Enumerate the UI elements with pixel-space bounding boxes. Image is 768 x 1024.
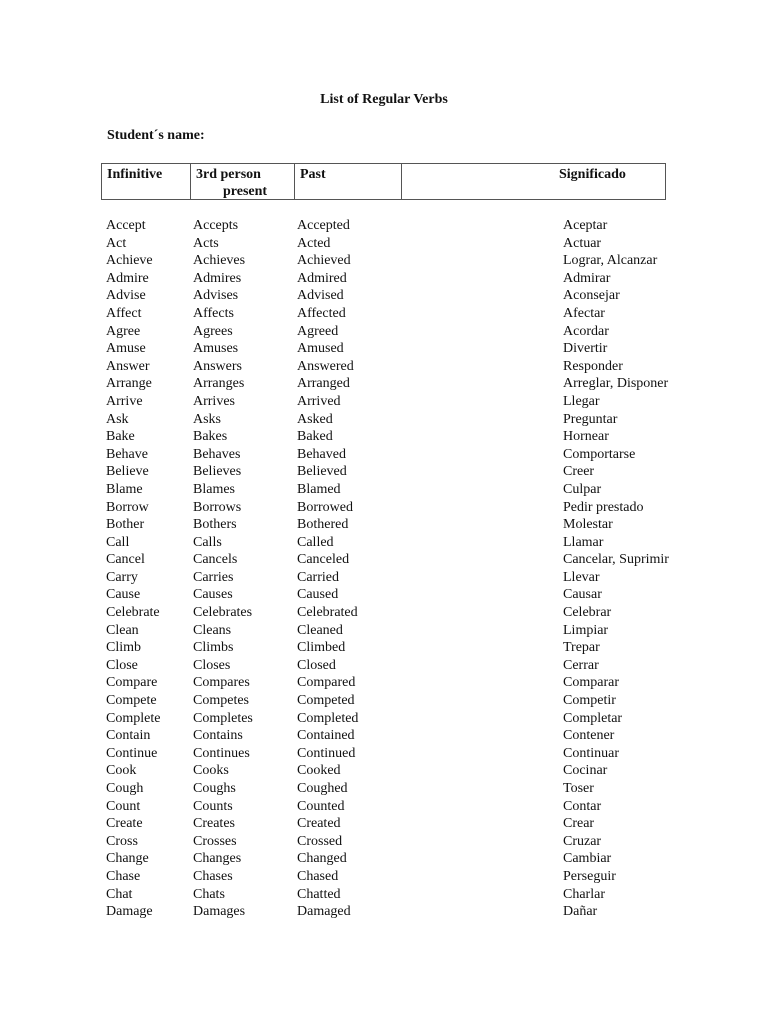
verb-third-person: Causes — [193, 587, 233, 603]
verb-third-person: Completes — [193, 710, 253, 726]
document-title: List of Regular Verbs — [320, 92, 448, 107]
verb-row — [106, 710, 686, 728]
verb-significado: Causar — [563, 587, 602, 603]
verb-infinitive: Answer — [106, 358, 150, 374]
verb-row — [106, 586, 686, 604]
verb-row — [106, 235, 686, 253]
verb-past: Contained — [297, 728, 355, 744]
verb-significado: Cambiar — [563, 851, 612, 867]
verb-past: Crossed — [297, 833, 343, 849]
verb-third-person: Competes — [193, 693, 249, 709]
verb-row — [106, 674, 686, 692]
verb-third-person: Contains — [193, 728, 243, 744]
verb-third-person: Borrows — [193, 499, 242, 515]
verb-significado: Divertir — [563, 341, 608, 357]
verb-significado: Cocinar — [563, 763, 608, 779]
verb-infinitive: Cause — [106, 587, 141, 603]
verb-row — [106, 622, 686, 640]
verb-past: Completed — [297, 710, 359, 726]
verb-third-person: Cleans — [193, 622, 232, 638]
verb-significado: Toser — [563, 781, 594, 796]
verb-significado: Contener — [563, 728, 615, 744]
verb-third-person: Agrees — [193, 323, 233, 339]
verb-significado: Llegar — [563, 393, 600, 409]
verb-infinitive: Contain — [106, 728, 151, 744]
verb-infinitive: Borrow — [106, 499, 149, 515]
verb-significado: Aceptar — [563, 218, 608, 233]
verb-row — [106, 886, 686, 904]
header-significado: Significado — [401, 164, 665, 199]
verb-row — [106, 745, 686, 763]
verb-significado: Trepar — [563, 640, 600, 656]
verb-past: Acted — [297, 235, 331, 251]
verb-third-person: Affects — [193, 305, 234, 321]
verb-past: Arranged — [297, 376, 350, 392]
verb-row — [106, 411, 686, 429]
verb-past: Celebrated — [297, 605, 358, 621]
verb-infinitive: Call — [106, 534, 130, 550]
verb-third-person: Arrives — [193, 393, 235, 409]
verb-past: Competed — [297, 693, 355, 709]
verb-past: Compared — [297, 675, 356, 691]
verb-infinitive: Cross — [106, 833, 138, 849]
verb-infinitive: Complete — [106, 710, 161, 726]
verb-past: Borrowed — [297, 499, 353, 515]
verb-significado: Aconsejar — [563, 288, 620, 304]
verb-significado: Pedir prestado — [563, 499, 644, 515]
verb-significado: Cancelar, Suprimir — [563, 552, 669, 568]
verb-row — [106, 463, 686, 481]
verb-row — [106, 657, 686, 675]
verb-infinitive: Bother — [106, 517, 145, 533]
verb-row — [106, 868, 686, 886]
verb-past: Created — [297, 816, 341, 832]
verb-row — [106, 639, 686, 657]
verb-row — [106, 604, 686, 622]
verb-third-person: Achieves — [193, 253, 246, 269]
verb-infinitive: Carry — [106, 569, 138, 585]
verb-row — [106, 446, 686, 464]
verb-third-person: Counts — [193, 798, 233, 814]
verb-list — [106, 217, 686, 921]
verb-third-person: Creates — [193, 816, 235, 832]
verb-significado: Responder — [563, 358, 623, 374]
student-name-label: Student´s name: — [107, 128, 205, 143]
verb-third-person: Damages — [193, 904, 246, 920]
verb-third-person: Closes — [193, 657, 231, 673]
header-third-person-line1: 3rd person — [196, 167, 261, 182]
verb-third-person: Acts — [193, 235, 219, 251]
verb-past: Counted — [297, 798, 345, 814]
verb-row — [106, 499, 686, 517]
verb-past: Changed — [297, 851, 347, 867]
verb-infinitive: Cook — [106, 763, 137, 779]
verb-significado: Hornear — [563, 429, 609, 445]
verb-infinitive: Chat — [106, 886, 133, 902]
verb-row — [106, 780, 686, 798]
verb-row — [106, 727, 686, 745]
verb-row — [106, 375, 686, 393]
verb-significado: Competir — [563, 693, 616, 709]
verb-infinitive: Accept — [106, 218, 146, 233]
verb-row — [106, 762, 686, 780]
verb-past: Damaged — [297, 904, 351, 920]
verb-row — [106, 305, 686, 323]
verb-past: Achieved — [297, 253, 351, 269]
verb-past: Baked — [297, 429, 333, 445]
verb-significado: Creer — [563, 464, 595, 480]
verb-infinitive: Chase — [106, 868, 141, 884]
verb-past: Amused — [297, 341, 344, 357]
table-header — [101, 163, 666, 200]
verb-past: Agreed — [297, 323, 339, 339]
verb-infinitive: Climb — [106, 640, 142, 656]
verb-significado: Llamar — [563, 534, 604, 550]
verb-infinitive: Damage — [106, 904, 153, 920]
verb-third-person: Continues — [193, 745, 250, 761]
verb-past: Coughed — [297, 781, 348, 796]
verb-infinitive: Arrange — [106, 376, 152, 392]
header-third-person-line2: present — [223, 184, 268, 199]
verb-past: Advised — [297, 288, 344, 304]
verb-significado: Completar — [563, 710, 623, 726]
verb-third-person: Compares — [193, 675, 250, 691]
verb-significado: Llevar — [563, 569, 600, 585]
verb-infinitive: Act — [106, 235, 127, 251]
verb-significado: Celebrar — [563, 605, 612, 621]
verb-row — [106, 798, 686, 816]
verb-infinitive: Advise — [106, 288, 146, 304]
verb-past: Carried — [297, 569, 339, 585]
verb-third-person: Chases — [193, 868, 233, 884]
verb-infinitive: Arrive — [106, 393, 143, 409]
verb-significado: Limpiar — [563, 622, 609, 638]
verb-third-person: Bothers — [193, 517, 237, 533]
verb-third-person: Arranges — [193, 376, 245, 392]
verb-significado: Dañar — [563, 904, 598, 920]
verb-third-person: Blames — [193, 481, 235, 497]
verb-infinitive: Believe — [106, 464, 149, 480]
verb-third-person: Crosses — [193, 833, 237, 849]
verb-past: Continued — [297, 745, 356, 761]
verb-significado: Arreglar, Disponer — [563, 376, 669, 392]
verb-row — [106, 903, 686, 921]
verb-past: Accepted — [297, 218, 350, 233]
verb-row — [106, 516, 686, 534]
verb-past: Admired — [297, 270, 347, 286]
verb-third-person: Celebrates — [193, 605, 253, 621]
verb-third-person: Answers — [193, 358, 242, 374]
verb-past: Answered — [297, 358, 354, 374]
verb-infinitive: Count — [106, 798, 141, 814]
verb-infinitive: Clean — [106, 622, 139, 638]
verb-significado: Preguntar — [563, 411, 618, 427]
verb-row — [106, 833, 686, 851]
verb-past: Climbed — [297, 640, 346, 656]
verb-significado: Contar — [563, 798, 602, 814]
verb-third-person: Calls — [193, 534, 222, 550]
verb-third-person: Bakes — [193, 429, 228, 445]
verb-significado: Actuar — [563, 235, 602, 251]
verb-infinitive: Blame — [106, 481, 143, 497]
verb-past: Bothered — [297, 517, 349, 533]
verb-row — [106, 287, 686, 305]
verb-row — [106, 252, 686, 270]
verb-third-person: Accepts — [193, 218, 239, 233]
verb-past: Caused — [297, 587, 339, 603]
verb-past: Believed — [297, 464, 347, 480]
verb-significado: Lograr, Alcanzar — [563, 253, 658, 269]
verb-row — [106, 551, 686, 569]
verb-significado: Afectar — [563, 305, 605, 321]
verb-significado: Crear — [563, 816, 595, 832]
verb-third-person: Admires — [193, 270, 242, 286]
verb-past: Affected — [297, 305, 346, 321]
verb-infinitive: Continue — [106, 745, 158, 761]
verb-infinitive: Compare — [106, 675, 158, 691]
verb-infinitive: Behave — [106, 446, 148, 462]
verb-third-person: Climbs — [193, 640, 234, 656]
verb-row — [106, 534, 686, 552]
verb-row — [106, 323, 686, 341]
verb-past: Cleaned — [297, 622, 343, 638]
verb-infinitive: Ask — [106, 411, 129, 427]
verb-past: Arrived — [297, 393, 341, 409]
verb-third-person: Carries — [193, 569, 234, 585]
verb-past: Cooked — [297, 763, 341, 779]
header-infinitive: Infinitive — [107, 167, 163, 182]
verb-row — [106, 340, 686, 358]
verb-past: Behaved — [297, 446, 346, 462]
verb-third-person: Advises — [193, 288, 239, 304]
verb-row — [106, 815, 686, 833]
verb-significado: Molestar — [563, 517, 613, 533]
verb-significado: Comparar — [563, 675, 619, 691]
verb-infinitive: Achieve — [106, 253, 153, 269]
verb-significado: Admirar — [563, 270, 611, 286]
verb-row — [106, 358, 686, 376]
verb-row — [106, 481, 686, 499]
verb-significado: Cruzar — [563, 833, 602, 849]
verb-infinitive: Affect — [106, 305, 142, 321]
verb-infinitive: Agree — [106, 323, 141, 339]
verb-infinitive: Bake — [106, 429, 135, 445]
verb-third-person: Cancels — [193, 552, 238, 568]
verb-significado: Comportarse — [563, 446, 636, 462]
verb-significado: Perseguir — [563, 868, 616, 884]
verb-row — [106, 850, 686, 868]
verb-infinitive: Create — [106, 816, 143, 832]
verb-third-person: Changes — [193, 851, 242, 867]
verb-row — [106, 270, 686, 288]
verb-past: Chased — [297, 868, 339, 884]
verb-infinitive: Compete — [106, 693, 157, 709]
verb-past: Called — [297, 534, 334, 550]
verb-row — [106, 217, 686, 235]
verb-row — [106, 569, 686, 587]
verb-past: Canceled — [297, 552, 350, 568]
verb-third-person: Chats — [193, 886, 225, 902]
verb-significado: Charlar — [563, 886, 605, 902]
header-third-person — [190, 164, 294, 199]
verb-third-person: Amuses — [193, 341, 239, 357]
verb-third-person: Believes — [193, 464, 242, 480]
verb-significado: Continuar — [563, 745, 619, 761]
verb-infinitive: Close — [106, 657, 138, 673]
verb-infinitive: Admire — [106, 270, 149, 286]
verb-infinitive: Cancel — [106, 552, 145, 568]
verb-infinitive: Change — [106, 851, 149, 867]
verb-third-person: Cooks — [193, 763, 229, 779]
verb-third-person: Behaves — [193, 446, 241, 462]
verb-row — [106, 428, 686, 446]
verb-past: Closed — [297, 657, 336, 673]
verb-infinitive: Amuse — [106, 341, 146, 357]
verb-significado: Cerrar — [563, 657, 599, 673]
verb-significado: Culpar — [563, 481, 602, 497]
verb-past: Asked — [297, 411, 333, 427]
verb-infinitive: Celebrate — [106, 605, 160, 621]
verb-third-person: Coughs — [193, 781, 236, 796]
verb-infinitive: Cough — [106, 781, 144, 796]
verb-past: Chatted — [297, 886, 341, 902]
header-past: Past — [294, 164, 401, 199]
verb-third-person: Asks — [193, 411, 222, 427]
verb-row — [106, 393, 686, 411]
verb-significado: Acordar — [563, 323, 609, 339]
verb-past: Blamed — [297, 481, 341, 497]
verb-row — [106, 692, 686, 710]
